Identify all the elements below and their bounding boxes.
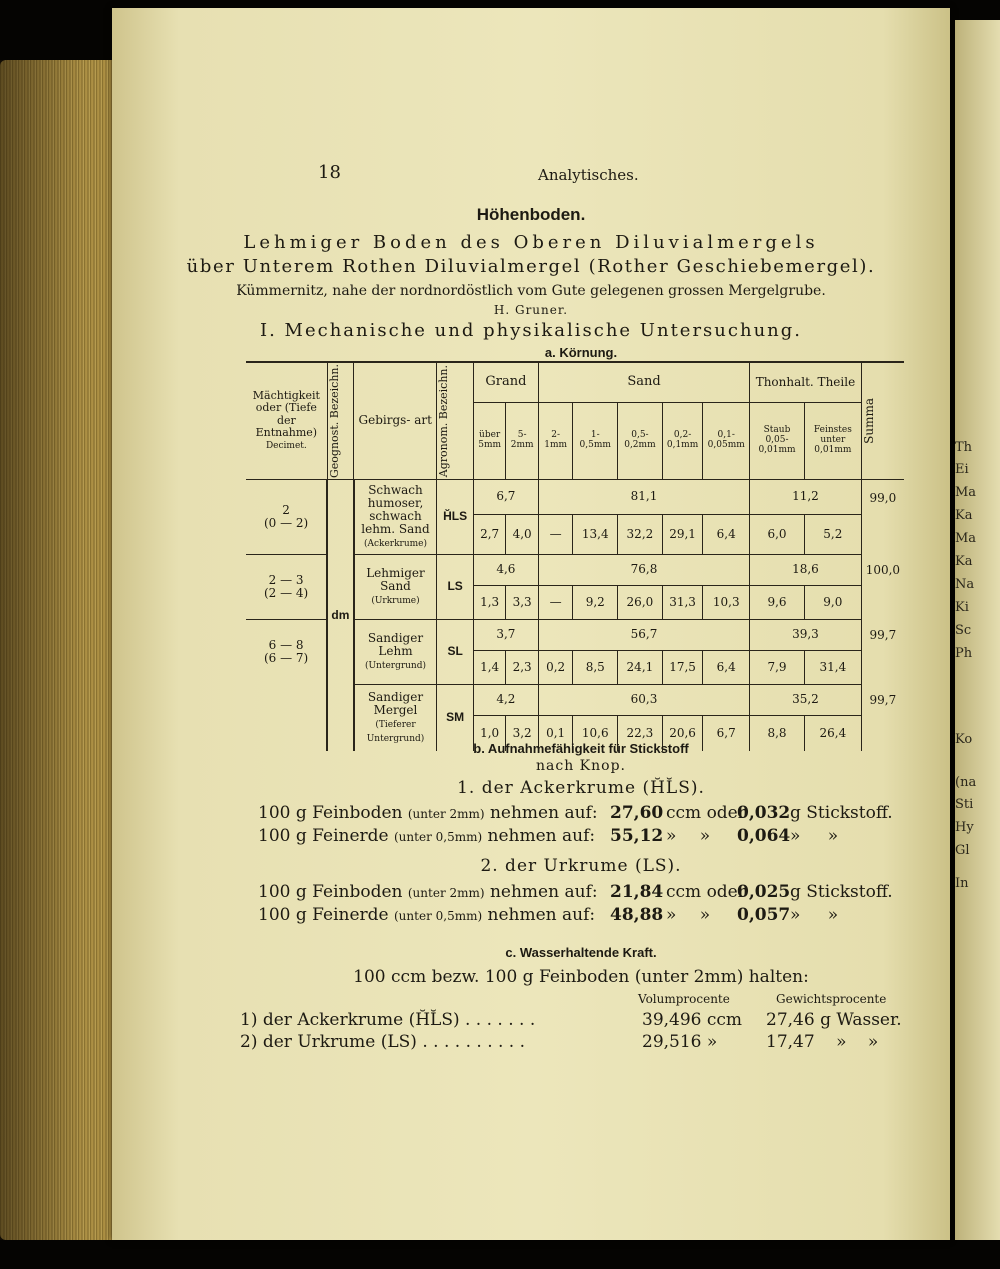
- fraction-value: 24,1: [618, 650, 663, 684]
- running-head: Analytisches.: [538, 166, 639, 184]
- nitrogen-unit: » »: [666, 826, 711, 846]
- depth-cell: [246, 479, 327, 554]
- col-sand: Sand: [538, 363, 749, 403]
- facing-text: Ki: [955, 600, 969, 615]
- size-header: 0,2- 0,1mm: [662, 403, 703, 480]
- rock-type: Lehmiger Sand: [366, 565, 425, 594]
- facing-text: Ma: [955, 485, 977, 500]
- fraction-value: 7,9: [750, 650, 805, 684]
- size-header: 1- 0,5mm: [573, 403, 618, 480]
- nitrogen-line: [258, 905, 595, 925]
- nitrogen-unit: ccm oder: [666, 803, 746, 823]
- nitrogen-grain: (unter 2mm): [407, 807, 485, 821]
- rock-note: (Untergrund): [364, 661, 427, 672]
- facing-text: Sti: [955, 797, 974, 812]
- nitrogen-grams: 0,025: [737, 882, 791, 902]
- col-grand: Grand: [473, 363, 538, 403]
- col-clay: Thonhalt. Theile: [755, 374, 856, 389]
- grand-total: 4,6: [473, 554, 538, 585]
- water-label: 1) der Ackerkrume (H̆L̆S) . . . . . . .: [240, 1010, 536, 1030]
- fraction-value: 10,6: [573, 715, 618, 751]
- fraction-value: 1,3: [473, 585, 505, 619]
- fraction-value: 9,6: [750, 585, 805, 619]
- nitrogen-grams: 0,057: [737, 905, 791, 925]
- nitrogen-grams: 0,032: [737, 803, 791, 823]
- depth-value: 2 — 3: [268, 572, 304, 587]
- size-header: unter 0,01mm: [814, 435, 852, 455]
- part-title: I. Mechanische und physikalische Untersuchung.: [259, 320, 802, 341]
- fraction-value: 6,4: [703, 514, 750, 554]
- section-title: Höhenboden.: [476, 205, 586, 224]
- facing-text: In: [955, 876, 969, 891]
- clay-total: 35,2: [750, 684, 862, 715]
- rock-note: (Ackerkrume): [363, 539, 428, 550]
- clay-total: 39,3: [750, 619, 862, 650]
- facing-text: Ma: [955, 531, 977, 546]
- nitrogen-line: [258, 826, 595, 846]
- fraction-value: 8,8: [750, 715, 805, 751]
- fraction-value: 13,4: [573, 514, 618, 554]
- fraction-value: 2,7: [473, 514, 505, 554]
- col-feinstes: Feinstes: [813, 425, 852, 436]
- water-weight: 27,46 g Wasser.: [766, 1010, 902, 1030]
- col-agronom: Agronom. Bezeichn.: [437, 364, 451, 478]
- fraction-value: 4,0: [506, 514, 539, 554]
- facing-text: Ei: [955, 462, 969, 477]
- agronom-code: SM: [437, 684, 474, 751]
- nitrogen-ccm: 48,88: [610, 905, 664, 925]
- water-heading: c. Wasserhaltende Kraft.: [505, 945, 657, 960]
- water-intro: 100 ccm bezw. 100 g Feinboden (unter 2mm) halten:: [353, 967, 809, 987]
- book-edge-shadow: [0, 60, 120, 1240]
- nitrogen-ccm: 55,12: [610, 826, 664, 846]
- nitrogen-verb: nehmen auf:: [489, 882, 598, 902]
- nitrogen-ccm: 21,84: [610, 882, 664, 902]
- rock-type: Sandiger Lehm: [367, 630, 424, 659]
- location: Kümmernitz, nahe der nordnordöstlich vom Gute gelegenen grossen Mergelgrube.: [236, 283, 826, 299]
- depth-cell: [246, 619, 327, 684]
- col-depth-unit: Decimet.: [265, 440, 307, 451]
- fraction-value: 2,3: [506, 650, 539, 684]
- size-header: 0,5- 0,2mm: [618, 403, 663, 480]
- nitrogen-grams: 0,064: [737, 826, 791, 846]
- author: H. Gruner.: [493, 303, 569, 317]
- col-geognost: Geognost. Bezeichn.: [327, 364, 341, 478]
- depth-range: (0 — 2): [263, 515, 309, 530]
- nitrogen-line: [258, 882, 598, 902]
- rock-type: Sandiger Mergel: [367, 689, 424, 718]
- page-number: 18: [318, 162, 341, 183]
- nitrogen-unit: ccm oder: [666, 882, 746, 902]
- nitrogen-heading: b. Aufnahmefähigkeit für Stickstoff: [473, 741, 689, 756]
- grand-total: 4,2: [473, 684, 538, 715]
- fraction-value: 22,3: [618, 715, 663, 751]
- soil-subtitle: über Unterem Rothen Diluvialmergel (Rother Geschiebemergel).: [186, 256, 876, 277]
- fraction-value: 0,1: [538, 715, 573, 751]
- facing-text: Sc: [955, 623, 972, 638]
- nitrogen-sample: 100 g Feinerde: [258, 826, 389, 846]
- water-vol: 29,516 »: [642, 1032, 718, 1052]
- fraction-value: —: [538, 585, 573, 619]
- depth-range: (6 — 7): [263, 651, 309, 666]
- sand-total: 76,8: [538, 554, 749, 585]
- rock-note: (Urkrume): [371, 596, 420, 607]
- agronom-code: H̆LS: [437, 479, 474, 554]
- facing-text: Hy: [955, 820, 974, 835]
- fraction-value: 0,2: [538, 650, 573, 684]
- sand-total: 56,7: [538, 619, 749, 650]
- agronom-code: SL: [437, 619, 474, 684]
- sum-value: 99,0: [869, 490, 897, 505]
- nitrogen-line: [258, 803, 598, 823]
- grand-total: 6,7: [473, 479, 538, 514]
- nitrogen-group-title: 1. der Ackerkrume (H̆L̆S).: [457, 778, 705, 798]
- nitrogen-grain: (unter 2mm): [407, 886, 485, 900]
- fraction-value: 20,6: [662, 715, 703, 751]
- size-header: über 5mm: [473, 403, 505, 480]
- nitrogen-suffix: » »: [790, 826, 839, 846]
- clay-total: 18,6: [750, 554, 862, 585]
- fraction-value: 31,3: [662, 585, 703, 619]
- facing-text: Ko: [955, 732, 973, 747]
- fraction-value: 17,5: [662, 650, 703, 684]
- nitrogen-sample: 100 g Feinboden: [258, 803, 403, 823]
- water-label: 2) der Urkrume (LS) . . . . . . . . . .: [240, 1032, 526, 1052]
- nitrogen-verb: nehmen auf:: [489, 803, 598, 823]
- clay-total: 11,2: [750, 479, 862, 514]
- size-header: 0,1- 0,05mm: [703, 403, 750, 480]
- depth-value: 2: [282, 502, 290, 517]
- fraction-value: 31,4: [804, 650, 861, 684]
- nitrogen-ccm: 27,60: [610, 803, 664, 823]
- col-staub: Staub: [763, 425, 791, 436]
- fraction-value: 9,0: [804, 585, 861, 619]
- fraction-value: 3,3: [506, 585, 539, 619]
- depth-cell: [246, 554, 327, 619]
- col-depth: Mächtigkeit oder (Tiefe der Entnahme): [252, 389, 320, 439]
- grain-heading: a. Körnung.: [544, 345, 618, 360]
- fraction-value: 10,3: [703, 585, 750, 619]
- fraction-value: 32,2: [618, 514, 663, 554]
- soil-title: Lehmiger Boden des Oberen Diluvialmergels: [243, 232, 819, 253]
- nitrogen-verb: nehmen auf:: [487, 905, 596, 925]
- size-header: 0,05- 0,01mm: [758, 435, 796, 455]
- facing-text: Ka: [955, 508, 973, 523]
- fraction-value: 29,1: [662, 514, 703, 554]
- fraction-value: 6,7: [703, 715, 750, 751]
- nitrogen-suffix: g Stickstoff.: [790, 882, 893, 902]
- fraction-value: 26,0: [618, 585, 663, 619]
- depth-range: (2 — 4): [263, 585, 309, 600]
- fraction-value: 6,0: [750, 514, 805, 554]
- facing-text: (na: [955, 775, 977, 790]
- fraction-value: 26,4: [804, 715, 861, 751]
- grain-size-table: [246, 363, 904, 751]
- nitrogen-sample: 100 g Feinboden: [258, 882, 403, 902]
- agronom-code: LS: [437, 554, 474, 619]
- sum-value: 100,0: [865, 563, 901, 578]
- nitrogen-suffix: g Stickstoff.: [790, 803, 893, 823]
- rock-type: Schwach humoser, schwach lehm. Sand: [361, 482, 430, 537]
- nitrogen-verb: nehmen auf:: [487, 826, 596, 846]
- fraction-value: 6,4: [703, 650, 750, 684]
- facing-text: Ka: [955, 554, 973, 569]
- fraction-value: 1,0: [473, 715, 505, 751]
- facing-text: Gl: [955, 843, 970, 858]
- facing-page: [955, 20, 1000, 1240]
- size-header: 2- 1mm: [538, 403, 573, 480]
- facing-text: Ph: [955, 646, 973, 661]
- depth-value: 6 — 8: [268, 638, 304, 653]
- water-vol: 39,496 ccm: [642, 1010, 743, 1030]
- nitrogen-suffix: » »: [790, 905, 839, 925]
- facing-text: Th: [955, 440, 973, 455]
- water-weight: 17,47 » »: [766, 1032, 879, 1052]
- col-rock: Gebirgs- art: [354, 363, 437, 479]
- water-col-vol: Volumprocente: [638, 992, 730, 1006]
- facing-text: Na: [955, 577, 975, 592]
- size-header: 5- 2mm: [506, 403, 539, 480]
- fraction-value: 8,5: [573, 650, 618, 684]
- water-col-weight: Gewichtsprocente: [776, 992, 887, 1006]
- sand-total: 60,3: [538, 684, 749, 715]
- sand-total: 81,1: [538, 479, 749, 514]
- fraction-value: 3,2: [506, 715, 539, 751]
- nitrogen-grain: (unter 0,5mm): [394, 830, 483, 844]
- nitrogen-sample: 100 g Feinerde: [258, 905, 389, 925]
- nitrogen-group-title: 2. der Urkrume (LS).: [480, 856, 682, 876]
- grand-total: 3,7: [473, 619, 538, 650]
- fraction-value: 9,2: [573, 585, 618, 619]
- col-summa: Summa: [861, 398, 876, 444]
- fraction-value: —: [538, 514, 573, 554]
- rock-note: (Tieferer Untergrund): [366, 720, 425, 745]
- nitrogen-grain: (unter 0,5mm): [394, 909, 483, 923]
- fraction-value: 5,2: [804, 514, 861, 554]
- sum-value: 99,7: [869, 693, 897, 708]
- geognost-cell: dm: [327, 479, 353, 751]
- fraction-value: 1,4: [473, 650, 505, 684]
- sum-value: 99,7: [869, 628, 897, 643]
- nitrogen-unit: » »: [666, 905, 711, 925]
- nitrogen-method: nach Knop.: [536, 758, 626, 774]
